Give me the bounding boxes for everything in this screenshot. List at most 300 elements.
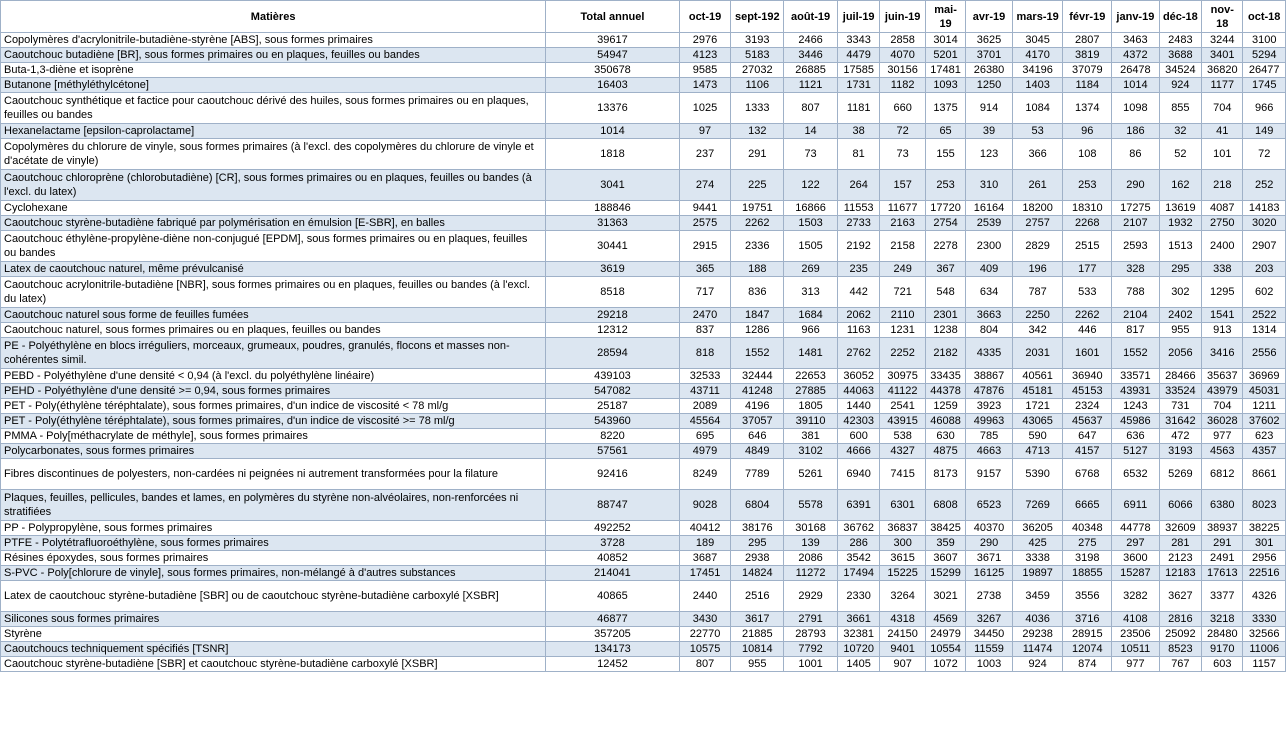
total-cell: 12312: [546, 323, 679, 338]
material-name-cell: Caoutchouc styrène-butadiène fabriqué par polymérisation en émulsion [E-SBR], en balles: [1, 216, 546, 231]
month-value-cell: 44778: [1112, 521, 1160, 536]
month-value-cell: 2556: [1243, 338, 1286, 369]
month-value-cell: 41248: [731, 384, 784, 399]
month-value-cell: 12074: [1063, 642, 1112, 657]
material-name-cell: Résines époxydes, sous formes primaires: [1, 551, 546, 566]
table-row: [1, 612, 1286, 627]
month-value-cell: 40370: [966, 521, 1013, 536]
month-value-cell: 2123: [1159, 551, 1201, 566]
month-value-cell: 281: [1159, 536, 1201, 551]
month-value-cell: 30168: [784, 521, 838, 536]
month-value-cell: 914: [966, 93, 1013, 124]
month-value-cell: 3193: [1159, 444, 1201, 459]
month-value-cell: 32533: [679, 369, 731, 384]
month-value-cell: 43711: [679, 384, 731, 399]
month-value-cell: 3459: [1012, 581, 1063, 612]
month-value-cell: 1440: [837, 399, 879, 414]
table-row: [1, 581, 1286, 612]
material-name-cell: Plaques, feuilles, pellicules, bandes et lames, en polymères du styrène non-alvéolaires, non-renforcées ni stratifiées: [1, 490, 546, 521]
month-value-cell: 32: [1159, 124, 1201, 139]
month-value-cell: 704: [1202, 93, 1243, 124]
month-value-cell: 38: [837, 124, 879, 139]
month-value-cell: 9441: [679, 201, 731, 216]
month-value-cell: 155: [925, 139, 965, 170]
month-value-cell: 5127: [1112, 444, 1160, 459]
total-cell: 3041: [546, 170, 679, 201]
material-name-cell: Polycarbonates, sous formes primaires: [1, 444, 546, 459]
month-value-cell: 2858: [880, 33, 926, 48]
month-value-cell: 17613: [1202, 566, 1243, 581]
month-value-cell: 3430: [679, 612, 731, 627]
month-value-cell: 1182: [880, 78, 926, 93]
month-value-cell: 8023: [1243, 490, 1286, 521]
month-value-cell: 4123: [679, 48, 731, 63]
month-value-cell: 8523: [1159, 642, 1201, 657]
column-header-month: juin-19: [880, 1, 926, 33]
month-value-cell: 15299: [925, 566, 965, 581]
month-value-cell: 1003: [966, 657, 1013, 672]
month-value-cell: 72: [1243, 139, 1286, 170]
month-value-cell: 338: [1202, 262, 1243, 277]
month-value-cell: 3923: [966, 399, 1013, 414]
month-value-cell: 295: [1159, 262, 1201, 277]
table-row: [1, 139, 1286, 170]
month-value-cell: 44378: [925, 384, 965, 399]
month-value-cell: 4479: [837, 48, 879, 63]
month-value-cell: 1157: [1243, 657, 1286, 672]
total-cell: 8518: [546, 277, 679, 308]
total-cell: 31363: [546, 216, 679, 231]
month-value-cell: 3401: [1202, 48, 1243, 63]
month-value-cell: 924: [1012, 657, 1063, 672]
table-row: [1, 642, 1286, 657]
month-value-cell: 6804: [731, 490, 784, 521]
month-value-cell: 4087: [1202, 201, 1243, 216]
month-value-cell: 36837: [880, 521, 926, 536]
month-value-cell: 157: [880, 170, 926, 201]
month-value-cell: 836: [731, 277, 784, 308]
table-row: [1, 33, 1286, 48]
month-value-cell: 42303: [837, 414, 879, 429]
month-value-cell: 2956: [1243, 551, 1286, 566]
column-header-month: mars-19: [1012, 1, 1063, 33]
month-value-cell: 1181: [837, 93, 879, 124]
month-value-cell: 7269: [1012, 490, 1063, 521]
month-value-cell: 10575: [679, 642, 731, 657]
month-value-cell: 162: [1159, 170, 1201, 201]
month-value-cell: 1721: [1012, 399, 1063, 414]
month-value-cell: 977: [1202, 429, 1243, 444]
month-value-cell: 313: [784, 277, 838, 308]
month-value-cell: 36762: [837, 521, 879, 536]
month-value-cell: 39: [966, 124, 1013, 139]
month-value-cell: 7792: [784, 642, 838, 657]
month-value-cell: 807: [679, 657, 731, 672]
month-value-cell: 218: [1202, 170, 1243, 201]
month-value-cell: 2158: [880, 231, 926, 262]
month-value-cell: 26478: [1112, 63, 1160, 78]
month-value-cell: 45637: [1063, 414, 1112, 429]
month-value-cell: 139: [784, 536, 838, 551]
month-value-cell: 1025: [679, 93, 731, 124]
table-body: [1, 33, 1286, 672]
month-value-cell: 40348: [1063, 521, 1112, 536]
month-value-cell: 22653: [784, 369, 838, 384]
month-value-cell: 17451: [679, 566, 731, 581]
month-value-cell: 2541: [880, 399, 926, 414]
month-value-cell: 53: [1012, 124, 1063, 139]
month-value-cell: 16866: [784, 201, 838, 216]
month-value-cell: 2330: [837, 581, 879, 612]
month-value-cell: 6812: [1202, 459, 1243, 490]
month-value-cell: 18200: [1012, 201, 1063, 216]
material-name-cell: Caoutchouc chloroprène (chlorobutadiène) [CR], sous formes primaires ou en plaques, feuilles ou bandes (à l'excl. du latex): [1, 170, 546, 201]
material-name-cell: Caoutchouc naturel, sous formes primaires ou en plaques, feuilles ou bandes: [1, 323, 546, 338]
month-value-cell: 39110: [784, 414, 838, 429]
month-value-cell: 1513: [1159, 231, 1201, 262]
month-value-cell: 37079: [1063, 63, 1112, 78]
month-value-cell: 4157: [1063, 444, 1112, 459]
month-value-cell: 955: [1159, 323, 1201, 338]
total-cell: 547082: [546, 384, 679, 399]
month-value-cell: 3045: [1012, 33, 1063, 48]
month-value-cell: 788: [1112, 277, 1160, 308]
month-value-cell: 186: [1112, 124, 1160, 139]
total-cell: 134173: [546, 642, 679, 657]
month-value-cell: 3716: [1063, 612, 1112, 627]
month-value-cell: 955: [731, 657, 784, 672]
month-value-cell: 3282: [1112, 581, 1160, 612]
month-value-cell: 4713: [1012, 444, 1063, 459]
month-value-cell: 37057: [731, 414, 784, 429]
month-value-cell: 2491: [1202, 551, 1243, 566]
month-value-cell: 43931: [1112, 384, 1160, 399]
month-value-cell: 28915: [1063, 627, 1112, 642]
month-value-cell: 261: [1012, 170, 1063, 201]
month-value-cell: 3198: [1063, 551, 1112, 566]
month-value-cell: 9401: [880, 642, 926, 657]
total-cell: 3619: [546, 262, 679, 277]
total-cell: 188846: [546, 201, 679, 216]
month-value-cell: 23506: [1112, 627, 1160, 642]
month-value-cell: 45564: [679, 414, 731, 429]
month-value-cell: 3607: [925, 551, 965, 566]
month-value-cell: 19897: [1012, 566, 1063, 581]
month-value-cell: 3687: [679, 551, 731, 566]
table-row: [1, 566, 1286, 581]
month-value-cell: 6301: [880, 490, 926, 521]
material-name-cell: Hexanelactame [epsilon-caprolactame]: [1, 124, 546, 139]
month-value-cell: 3661: [837, 612, 879, 627]
month-value-cell: 274: [679, 170, 731, 201]
month-value-cell: 446: [1063, 323, 1112, 338]
month-value-cell: 600: [837, 429, 879, 444]
month-value-cell: 108: [1063, 139, 1112, 170]
month-value-cell: 9157: [966, 459, 1013, 490]
total-cell: 543960: [546, 414, 679, 429]
month-value-cell: 17494: [837, 566, 879, 581]
month-value-cell: 45181: [1012, 384, 1063, 399]
month-value-cell: 34196: [1012, 63, 1063, 78]
month-value-cell: 4335: [966, 338, 1013, 369]
month-value-cell: 19751: [731, 201, 784, 216]
month-value-cell: 3102: [784, 444, 838, 459]
month-value-cell: 30975: [880, 369, 926, 384]
column-header-materials: Matières: [1, 1, 546, 33]
month-value-cell: 5201: [925, 48, 965, 63]
material-name-cell: Styrène: [1, 627, 546, 642]
month-value-cell: 4663: [966, 444, 1013, 459]
month-value-cell: 27885: [784, 384, 838, 399]
material-name-cell: Caoutchouc naturel sous forme de feuilles fumées: [1, 308, 546, 323]
month-value-cell: 767: [1159, 657, 1201, 672]
month-value-cell: 8173: [925, 459, 965, 490]
month-value-cell: 1333: [731, 93, 784, 124]
month-value-cell: 2402: [1159, 308, 1201, 323]
month-value-cell: 3020: [1243, 216, 1286, 231]
table-row: [1, 551, 1286, 566]
month-value-cell: 3330: [1243, 612, 1286, 627]
month-value-cell: 32566: [1243, 627, 1286, 642]
table-row: [1, 429, 1286, 444]
month-value-cell: 1473: [679, 78, 731, 93]
month-value-cell: 253: [925, 170, 965, 201]
month-value-cell: 2907: [1243, 231, 1286, 262]
month-value-cell: 731: [1159, 399, 1201, 414]
month-value-cell: 16125: [966, 566, 1013, 581]
table-row: [1, 459, 1286, 490]
month-value-cell: 24150: [880, 627, 926, 642]
month-value-cell: 1552: [1112, 338, 1160, 369]
month-value-cell: 4372: [1112, 48, 1160, 63]
column-header-month: oct-19: [679, 1, 731, 33]
month-value-cell: 81: [837, 139, 879, 170]
month-value-cell: 8661: [1243, 459, 1286, 490]
month-value-cell: 717: [679, 277, 731, 308]
month-value-cell: 636: [1112, 429, 1160, 444]
month-value-cell: 1481: [784, 338, 838, 369]
month-value-cell: 787: [1012, 277, 1063, 308]
month-value-cell: 65: [925, 124, 965, 139]
month-value-cell: 602: [1243, 277, 1286, 308]
month-value-cell: 34524: [1159, 63, 1201, 78]
table-row: [1, 627, 1286, 642]
month-value-cell: 2915: [679, 231, 731, 262]
month-value-cell: 2466: [784, 33, 838, 48]
month-value-cell: 96: [1063, 124, 1112, 139]
month-value-cell: 2440: [679, 581, 731, 612]
total-cell: 54947: [546, 48, 679, 63]
month-value-cell: 189: [679, 536, 731, 551]
month-value-cell: 122: [784, 170, 838, 201]
month-value-cell: 1375: [925, 93, 965, 124]
month-value-cell: 1238: [925, 323, 965, 338]
month-value-cell: 1177: [1202, 78, 1243, 93]
month-value-cell: 3100: [1243, 33, 1286, 48]
month-value-cell: 16164: [966, 201, 1013, 216]
month-value-cell: 25092: [1159, 627, 1201, 642]
month-value-cell: 6940: [837, 459, 879, 490]
month-value-cell: 3377: [1202, 581, 1243, 612]
month-value-cell: 40412: [679, 521, 731, 536]
month-value-cell: 1932: [1159, 216, 1201, 231]
table-row: [1, 536, 1286, 551]
month-value-cell: 28793: [784, 627, 838, 642]
month-value-cell: 7415: [880, 459, 926, 490]
month-value-cell: 24979: [925, 627, 965, 642]
month-value-cell: 1374: [1063, 93, 1112, 124]
month-value-cell: 18310: [1063, 201, 1112, 216]
total-cell: 88747: [546, 490, 679, 521]
month-value-cell: 538: [880, 429, 926, 444]
month-value-cell: 1259: [925, 399, 965, 414]
month-value-cell: 804: [966, 323, 1013, 338]
month-value-cell: 4563: [1202, 444, 1243, 459]
month-value-cell: 2816: [1159, 612, 1201, 627]
month-value-cell: 3463: [1112, 33, 1160, 48]
month-value-cell: 43065: [1012, 414, 1063, 429]
month-value-cell: 3617: [731, 612, 784, 627]
month-value-cell: 3014: [925, 33, 965, 48]
total-cell: 492252: [546, 521, 679, 536]
table-row: [1, 490, 1286, 521]
material-name-cell: Silicones sous formes primaires: [1, 612, 546, 627]
table-row: [1, 657, 1286, 672]
month-value-cell: 3218: [1202, 612, 1243, 627]
month-value-cell: 6532: [1112, 459, 1160, 490]
month-value-cell: 11474: [1012, 642, 1063, 657]
month-value-cell: 924: [1159, 78, 1201, 93]
month-value-cell: 2750: [1202, 216, 1243, 231]
month-value-cell: 1231: [880, 323, 926, 338]
month-value-cell: 2575: [679, 216, 731, 231]
month-value-cell: 2062: [837, 308, 879, 323]
month-value-cell: 5578: [784, 490, 838, 521]
month-value-cell: 2733: [837, 216, 879, 231]
month-value-cell: 7789: [731, 459, 784, 490]
month-value-cell: 4318: [880, 612, 926, 627]
month-value-cell: 4327: [880, 444, 926, 459]
month-value-cell: 2938: [731, 551, 784, 566]
month-value-cell: 2262: [731, 216, 784, 231]
month-value-cell: 237: [679, 139, 731, 170]
table-row: [1, 414, 1286, 429]
month-value-cell: 1093: [925, 78, 965, 93]
month-value-cell: 275: [1063, 536, 1112, 551]
month-value-cell: 2324: [1063, 399, 1112, 414]
month-value-cell: 11553: [837, 201, 879, 216]
month-value-cell: 28480: [1202, 627, 1243, 642]
table-row: [1, 262, 1286, 277]
month-value-cell: 4979: [679, 444, 731, 459]
month-value-cell: 43979: [1202, 384, 1243, 399]
month-value-cell: 2483: [1159, 33, 1201, 48]
month-value-cell: 1243: [1112, 399, 1160, 414]
month-value-cell: 8249: [679, 459, 731, 490]
month-value-cell: 366: [1012, 139, 1063, 170]
month-value-cell: 367: [925, 262, 965, 277]
total-cell: 12452: [546, 657, 679, 672]
total-cell: 40865: [546, 581, 679, 612]
month-value-cell: 177: [1063, 262, 1112, 277]
month-value-cell: 2762: [837, 338, 879, 369]
month-value-cell: 2515: [1063, 231, 1112, 262]
month-value-cell: 2182: [925, 338, 965, 369]
material-name-cell: PMMA - Poly[méthacrylate de méthyle], sous formes primaires: [1, 429, 546, 444]
month-value-cell: 3627: [1159, 581, 1201, 612]
month-value-cell: 4326: [1243, 581, 1286, 612]
column-header-month: janv-19: [1112, 1, 1160, 33]
month-value-cell: 4569: [925, 612, 965, 627]
month-value-cell: 52: [1159, 139, 1201, 170]
material-name-cell: Caoutchouc synthétique et factice pour caoutchouc dérivé des huiles, sous formes primaires ou en plaques, feuilles ou bandes: [1, 93, 546, 124]
month-value-cell: 442: [837, 277, 879, 308]
month-value-cell: 11559: [966, 642, 1013, 657]
month-value-cell: 49963: [966, 414, 1013, 429]
month-value-cell: 1805: [784, 399, 838, 414]
table-row: [1, 216, 1286, 231]
month-value-cell: 2031: [1012, 338, 1063, 369]
month-value-cell: 1405: [837, 657, 879, 672]
month-value-cell: 2929: [784, 581, 838, 612]
month-value-cell: 36028: [1202, 414, 1243, 429]
month-value-cell: 300: [880, 536, 926, 551]
month-value-cell: 2110: [880, 308, 926, 323]
month-value-cell: 196: [1012, 262, 1063, 277]
material-name-cell: Butanone [méthyléthylcétone]: [1, 78, 546, 93]
total-cell: 28594: [546, 338, 679, 369]
month-value-cell: 40561: [1012, 369, 1063, 384]
table-row: [1, 78, 1286, 93]
month-value-cell: 36969: [1243, 369, 1286, 384]
material-name-cell: Copolymères du chlorure de vinyle, sous formes primaires (à l'excl. des copolymères du chlorure de vinyle et d'acétate de vinyle): [1, 139, 546, 170]
month-value-cell: 249: [880, 262, 926, 277]
column-header-month: nov-18: [1202, 1, 1243, 33]
column-header-month: déc-18: [1159, 1, 1201, 33]
month-value-cell: 123: [966, 139, 1013, 170]
month-value-cell: 1731: [837, 78, 879, 93]
month-value-cell: 36940: [1063, 369, 1112, 384]
material-name-cell: Caoutchouc acrylonitrile-butadiène [NBR], sous formes primaires ou en plaques, feuilles ou bandes (à l'excl. du latex): [1, 277, 546, 308]
month-value-cell: 6808: [925, 490, 965, 521]
month-value-cell: 32444: [731, 369, 784, 384]
month-value-cell: 3343: [837, 33, 879, 48]
month-value-cell: 2757: [1012, 216, 1063, 231]
total-cell: 350678: [546, 63, 679, 78]
month-value-cell: 646: [731, 429, 784, 444]
month-value-cell: 3446: [784, 48, 838, 63]
table-row: [1, 444, 1286, 459]
month-value-cell: 409: [966, 262, 1013, 277]
month-value-cell: 17585: [837, 63, 879, 78]
month-value-cell: 72: [880, 124, 926, 139]
month-value-cell: 1163: [837, 323, 879, 338]
column-header-month: sept-192: [731, 1, 784, 33]
month-value-cell: 291: [1202, 536, 1243, 551]
month-value-cell: 5261: [784, 459, 838, 490]
month-value-cell: 15225: [880, 566, 926, 581]
month-value-cell: 966: [1243, 93, 1286, 124]
material-name-cell: PET - Poly(éthylène téréphtalate), sous formes primaires, d'un indice de viscosité < 78 ml/g: [1, 399, 546, 414]
month-value-cell: 14: [784, 124, 838, 139]
month-value-cell: 5269: [1159, 459, 1201, 490]
month-value-cell: 36205: [1012, 521, 1063, 536]
month-value-cell: 3701: [966, 48, 1013, 63]
month-value-cell: 44063: [837, 384, 879, 399]
total-cell: 3728: [546, 536, 679, 551]
month-value-cell: 342: [1012, 323, 1063, 338]
month-value-cell: 33524: [1159, 384, 1201, 399]
